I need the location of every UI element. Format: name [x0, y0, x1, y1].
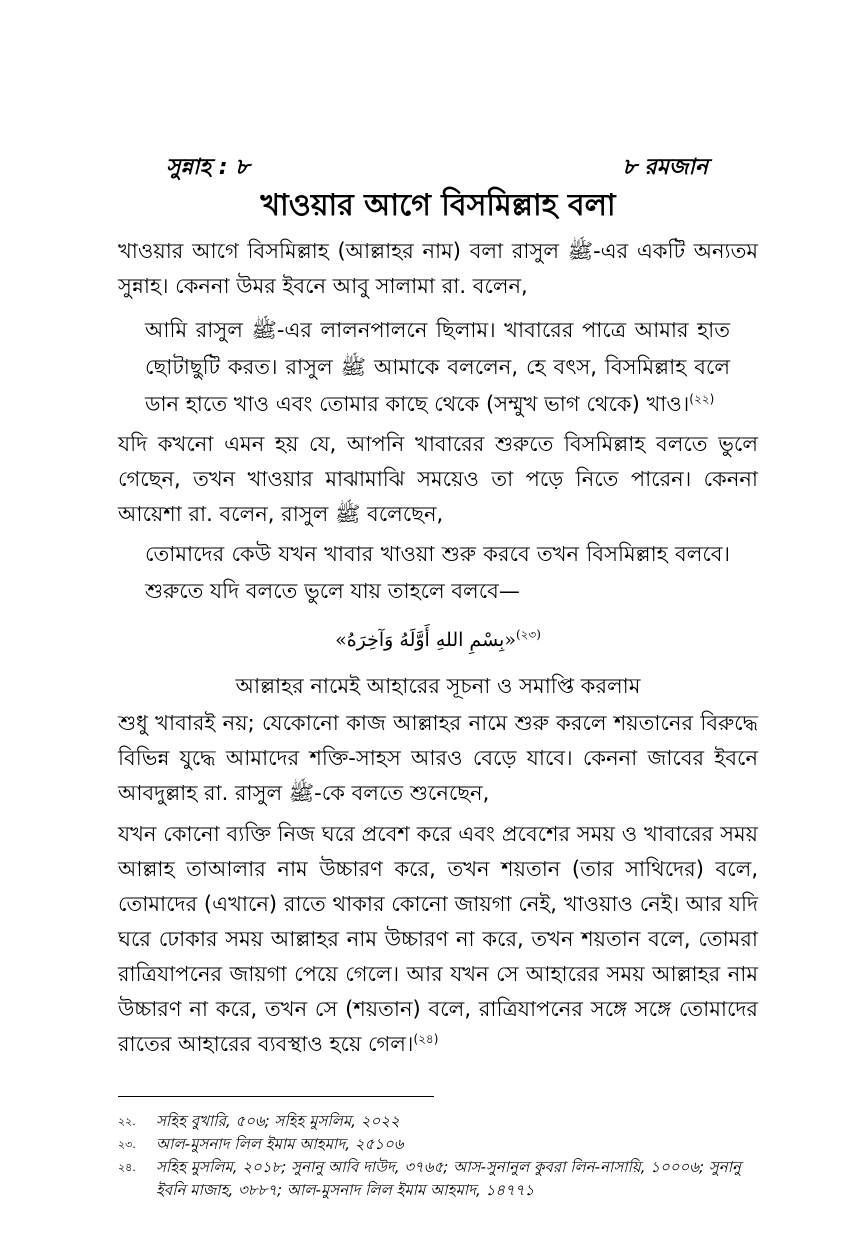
footnote-item: [118, 1156, 758, 1202]
footnote-number: ২২.: [118, 1115, 136, 1128]
footnote-item: [118, 1110, 758, 1133]
ramadan-day: ৮ রমজান: [622, 155, 708, 180]
page-content: [118, 140, 758, 1062]
footnote-text: আল-মুসনাদ লিল ইমাম আহমাদ, ২৫১০৬: [156, 1135, 404, 1153]
hadith-quote-2: তোমাদের কেউ যখন খাবার খাওয়া শুরু করবে তখন বিসমিল্লাহ বলবে। শুরুতে যদি বলতে ভুলে যায় তাহলে বলবে—: [145, 542, 730, 603]
footnote-text: সহিহ বুখারি, ৫০৬; সহিহ মুসলিম, ২০২২: [156, 1112, 400, 1130]
dua-translation: আল্লাহর নামেই আহারের সূচনা ও সমাপ্তি করলাম: [235, 674, 641, 698]
hadith-quote-1: [118, 312, 758, 423]
arabic-dua: [118, 624, 758, 656]
footnote-number: ২৪.: [118, 1161, 136, 1174]
footnotes: [118, 1110, 758, 1202]
hadith-quote-1-text: আমি রাসুল ﷺ-এর লালনপালনে ছিলাম। খাবারের পাত্রে আমার হাত ছোটাছুটি করত। রাসুল ﷺ আমাকে বললেন, হে বৎস, বিসমিল্লাহ বলে ডান হাতে খাও এবং তোমার কাছে থেকে (সম্মুখ ভাগ থেকে) খাও।: [145, 318, 730, 416]
paragraph-benefit: শুধু খাবারই নয়; যেকোনো কাজ আল্লাহর নামে শুরু করলে শয়তানের বিরুদ্ধে বিভিন্ন যুদ্ধে আমাদের শক্তি-সাহস আরও বেড়ে যাবে। কেননা জাবের ইবনে আবদুল্লাহ রা. রাসুল ﷺ-কে বলতে শুনেছেন,: [118, 711, 758, 805]
footnote-number: ২৩.: [118, 1138, 136, 1151]
footnote-text: সহিহ মুসলিম, ২০১৮; সুনানু আবি দাউদ, ৩৭৬৫; আস-সুনানুল কুবরা লিন-নাসায়ি, ১০০০৬; সুনানু ইবনি মাজাহ, ৩৮৮৭; আল-মুসনাদ লিল ইমাম আহমাদ, ১৪৭৭১: [156, 1158, 742, 1199]
hadith-jaber: [118, 817, 758, 1062]
footnote-divider: [118, 1096, 434, 1097]
footnote-ref-23: (২৩): [515, 627, 541, 642]
paragraph-intro: খাওয়ার আগে বিসমিল্লাহ (আল্লাহর নাম) বলা রাসুল ﷺ-এর একটি অন্যতম সুন্নাহ। কেননা উমর ইবনে আবু সালামা রা. বলেন,: [118, 239, 758, 298]
chapter-title: খাওয়ার আগে বিসমিল্লাহ বলা: [260, 188, 616, 223]
paragraph-forget: যদি কখনো এমন হয় যে, আপনি খাবারের শুরুতে বিসমিল্লাহ বলতে ভুলে গেছেন, তখন খাওয়ার মাঝামাঝি সময়েও তা পড়ে নিতে পারেন। কেননা আয়েশা রা. বলেন, রাসুল ﷺ বলেছেন,: [118, 432, 758, 526]
footnote-ref-24: (২৪): [413, 1032, 439, 1046]
footnote-ref-22: (২২): [689, 392, 715, 406]
running-header: [118, 140, 758, 180]
arabic-dua-text: «بِسْمِ اللهِ أَوَّلَهُ وَآخِرَهُ»: [335, 629, 516, 651]
sunnah-number: সুন্নাহ : ৮: [166, 155, 250, 180]
hadith-jaber-text: যখন কোনো ব্যক্তি নিজ ঘরে প্রবেশ করে এবং প্রবেশের সময় ও খাবারের সময় আল্লাহ তাআলার নাম উচ্চারণ করে, তখন শয়তান (তার সাথিদের) বলে, তোমাদের (এখানে) রাতে থাকার কোনো জায়গা নেই, খাওয়াও নেই। আর যদি ঘরে ঢোকার সময় আল্লাহর নাম উচ্চারণ না করে, তখন শয়তান বলে, তোমরা রাত্রিযাপনের জায়গা পেয়ে গেলে। আর যখন সে আহারের সময় আল্লাহর নাম উচ্চারণ না করে, তখন সে (শয়তান) বলে, রাত্রিযাপনের সঙ্গে সঙ্গে তোমাদের রাতের আহারের ব্যবস্থাও হয়ে গেল।: [118, 822, 758, 1056]
footnote-item: [118, 1133, 758, 1156]
